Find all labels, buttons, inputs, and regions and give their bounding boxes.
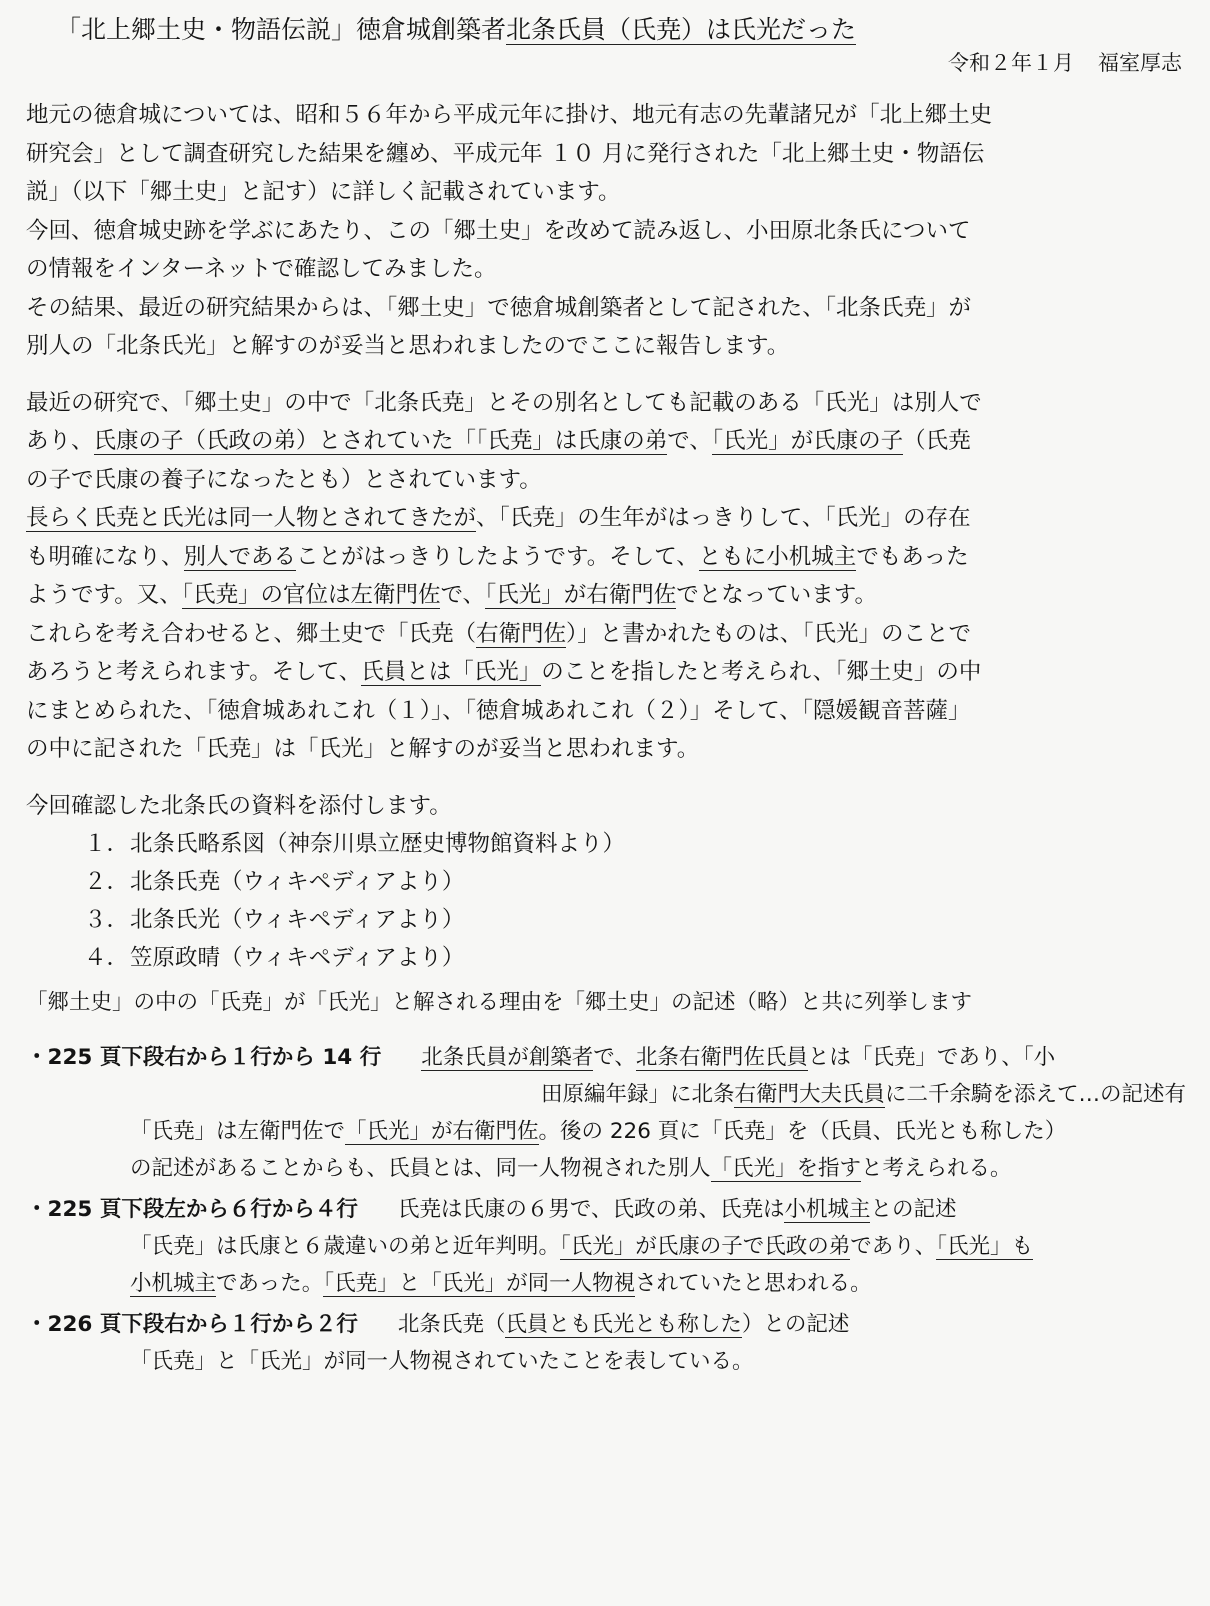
reason-heading: ・226 頁下段右から１行から２行 北条氏尭（氏員とも氏光とも称した）との記述 — [26, 1312, 850, 1337]
body-line: あり、氏康の子（氏政の弟）とされていた「「氏尭」は氏康の弟で、「氏光」が氏康の子（氏尭 — [26, 428, 971, 454]
intro-line: その結果、最近の研究結果からは、「郷土史」で徳倉城創築者として記された、「北条氏尭」が — [26, 294, 972, 321]
title-prefix: 「北上郷土史・物語伝説」徳倉城創築者 — [56, 15, 507, 44]
body-section — [26, 384, 1186, 769]
intro-line: 別人の「北条氏光」と解すのが妥当と思われましたのでここに報告します。 — [26, 333, 790, 359]
reason-continuation: 田原編年録」に北条右衛門大夫氏員に二千余騎を添えて…の記述有 — [540, 1082, 1186, 1107]
list-item: ３．北条氏光（ウィキペディアより） — [84, 907, 465, 933]
list-item: ２．北条氏尭（ウィキペディアより） — [84, 869, 465, 895]
reasons-section — [26, 1039, 1186, 1380]
body-line: にまとめられた、「徳倉城あれこれ（１）」、「徳倉城あれこれ（２）」そして、「隠媛観音菩薩」 — [26, 697, 971, 724]
reason-heading: ・225 頁下段右から１行から 14 行 北条氏員が創築者で、北条右衛門佐氏員とは「氏尭」であり、「小 — [26, 1045, 1056, 1070]
body-line: ようです。又、「氏尭」の官位は左衛門佐で、「氏光」が右衛門佐でとなっています。 — [26, 582, 877, 608]
body-line: あろうと考えられます。そして、氏員とは「氏光」のことを指したと考えられ、「郷土史」の中 — [26, 659, 982, 685]
reason-explanation: の記述があることからも、氏員とは、同一人物視された別人「氏光」を指すと考えられる。 — [130, 1156, 1012, 1181]
body-line: これらを考え合わせると、郷土史で「氏尭（右衛門佐）」と書かれたものは、「氏光」のことで — [26, 620, 972, 647]
title-underlined: 北条氏員（氏尭）は氏光だった — [506, 15, 857, 44]
document-date: 令和２年１月 — [948, 51, 1074, 75]
date-author-line — [26, 48, 1182, 78]
reason-item — [26, 1191, 1186, 1302]
reason-explanation: 小机城主であった。「氏尭」と「氏光」が同一人物視されていたと思われる。 — [130, 1271, 872, 1296]
intro-line: 説」（以下「郷土史」と記す）に詳しく記載されています。 — [26, 179, 621, 205]
attachment-section — [26, 787, 1186, 978]
intro-line: 研究会」として調査研究した結果を纏め、平成元年 １０ 月に発行された「北上郷土史・物語伝 — [26, 140, 985, 167]
intro-line: 地元の徳倉城については、昭和５６年から平成元年に掛け、地元有志の先輩諸兄が「北上郷土史 — [26, 102, 993, 128]
reasons-lead: 「郷土史」の中の「氏尭」が「氏光」と解される理由を「郷土史」の記述（略）と共に列挙します — [26, 990, 973, 1015]
attachment-lead: 今回確認した北条氏の資料を添付します。 — [26, 792, 452, 819]
body-line: も明確になり、別人であることがはっきりしたようです。そして、ともに小机城主でもあった — [26, 543, 969, 570]
reason-heading: ・225 頁下段左から６行から４行 氏尭は氏康の６男で、氏政の弟、氏尭は小机城主との記述 — [26, 1197, 957, 1222]
list-item: １．北条氏略系図（神奈川県立歴史博物館資料より） — [84, 831, 626, 857]
intro-line: 今回、徳倉城史跡を学ぶにあたり、この「郷土史」を改めて読み返し、小田原北条氏について — [26, 217, 971, 244]
reason-item — [26, 1039, 1186, 1187]
document-title — [56, 14, 1186, 46]
body-line: 長らく氏尭と氏光は同一人物とされてきたが、「氏尭」の生年がはっきりして、「氏光」の存在 — [26, 505, 971, 531]
reason-explanation: 「氏尭」は氏康と６歳違いの弟と近年判明。「氏光」が氏康の子で氏政の弟であり、「氏光」も — [130, 1234, 1034, 1259]
body-line: の子で氏康の養子になったとも）とされています。 — [26, 466, 542, 493]
intro-section — [26, 96, 1186, 366]
reason-item — [26, 1306, 1186, 1380]
reason-explanation: 「氏尭」と「氏光」が同一人物視されていたことを表している。 — [130, 1349, 754, 1374]
reason-explanation: 「氏尭」は左衛門佐で「氏光」が右衛門佐。後の 226 頁に「氏尭」を（氏員、氏光とも称した） — [130, 1119, 1067, 1144]
attachment-list — [26, 825, 1186, 977]
document-author: 福室厚志 — [1098, 51, 1182, 75]
body-line: の中に記された「氏尭」は「氏光」と解すのが妥当と思われます。 — [26, 736, 700, 762]
intro-line: の情報をインターネットで確認してみました。 — [26, 256, 497, 282]
list-item: ４．笠原政晴（ウィキペディアより） — [84, 945, 465, 971]
body-line: 最近の研究で、「郷土史」の中で「北条氏尭」とその別名としても記載のある「氏光」は別人で — [26, 389, 982, 416]
